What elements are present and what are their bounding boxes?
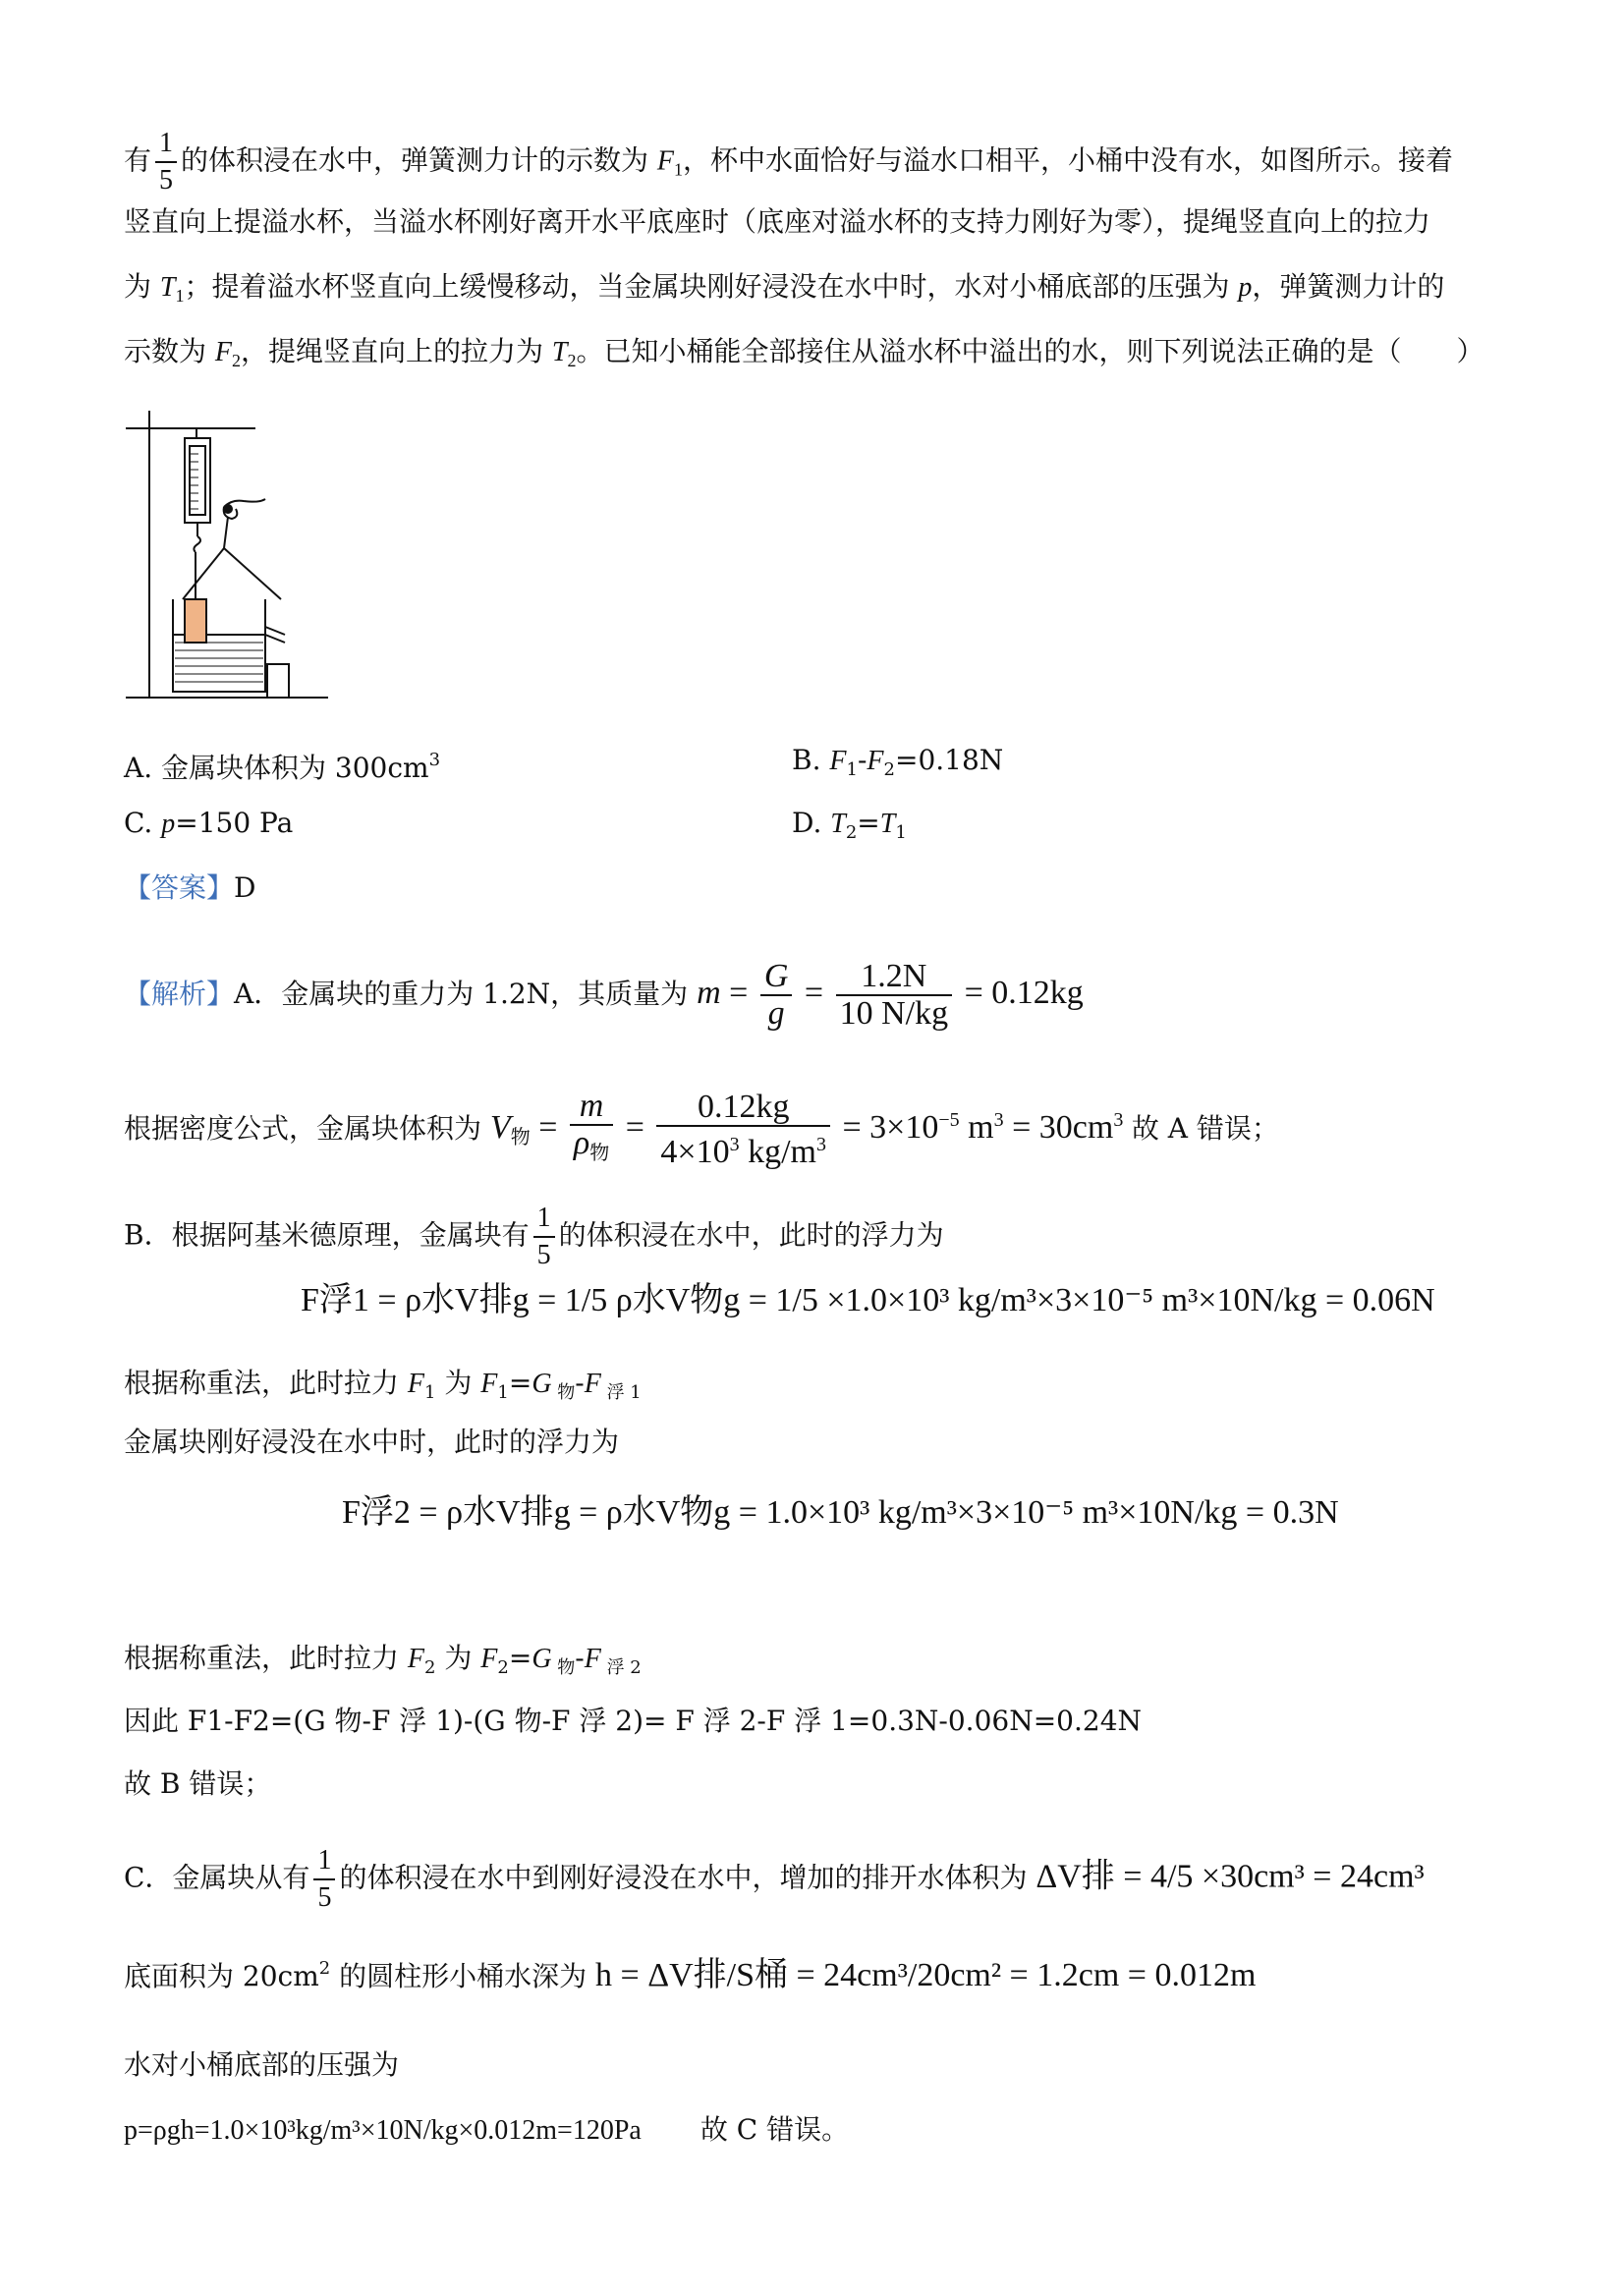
analysis-b-line-2: 根据称重法，此时拉力 $F_1$ 为 $F_1=G$ $_物$-F $_{浮 1}$ — [124, 1367, 642, 1403]
buoyancy-1-equation: F浮1 = ρ水V排g = 1/5 ρ水V物g = 1/5 ×1.0×10³ kg/m³×3×10⁻⁵ m³×10N/kg = 0.06N — [301, 1282, 1435, 1318]
q-text: ，杯中水面恰好与溢水口相平，小桶中没有水，如图所示。接着 — [683, 143, 1454, 177]
analysis-a-line: 【解析】A．金属块的重力为 1.2N，其质量为 m = $\frac{G}{g}$ = $\frac{1.2N}{10 N/kg}$ = 0.12kg — [124, 958, 1084, 1032]
option-c: C. p=150 Pa — [124, 807, 294, 839]
option-a: A. 金属块体积为 $300cm^3$ — [124, 750, 441, 784]
analysis-c-line-3: 水对小桶底部的压强为 — [124, 2048, 400, 2081]
question-line-4: 示数为 $F_2$，提绳竖直向上的拉力为 $T_2$。已知小桶能全部接住从溢水杯中溢出的水，则下列说法正确的是（ ） — [124, 335, 1484, 370]
analysis-b-line-3: 金属块刚好浸没在水中时，此时的浮力为 — [124, 1426, 620, 1458]
metal-block — [185, 599, 206, 643]
spring-scale — [185, 438, 210, 523]
analysis-b-line-5: 因此 F1-F2=(G 物-F 浮 1)-(G 物-F 浮 2)= F 浮 2-F 浮 1=0.3N-0.06N=0.24N — [124, 1705, 1143, 1737]
overflow-cup-apparatus-figure — [122, 403, 338, 705]
analysis-volume-line: 根据密度公式，金属块体积为 $V_物$ = $\frac{m}{\rho_物}$ = $\frac{0.12kg}{4\times 10^3 kg/m^3}$ = $3\times 10^{-5}$ $m^3 = 30cm^3$ 故 A 错误； — [124, 1088, 1279, 1170]
analysis-b-line-4: 根据称重法，此时拉力 $F_2$ 为 $F_2=G$ $_物$-F $_{浮 2}$ — [124, 1642, 642, 1678]
analysis-c-line: C．金属块从有 $\frac{1}{5}$ 的体积浸在水中到刚好浸没在水中，增加的排开水体积为 ΔV排 = 4/5 ×30cm³ = 24cm³ — [124, 1845, 1425, 1913]
option-b: B. $F_1-F_2=0.18N$ — [792, 744, 1004, 780]
analysis-label: 【解析】 — [124, 977, 235, 1010]
depth-equation: h = ΔV排/S桶 = 24cm³/20cm² = 1.2cm = 0.012m — [595, 1957, 1257, 1993]
fraction-one-fifth: $\frac{1}{5}$ — [155, 126, 177, 198]
question-line-3: 为 $T_1$；提着溢水杯竖直向上缓慢移动，当金属块刚好浸没在水中时，水对小桶底部的压强为 p，弹簧测力计的 — [124, 270, 1445, 306]
analysis-b-line: B．根据阿基米德原理，金属块有 $\frac{1}{5}$ 的体积浸在水中，此时的浮力为 — [124, 1203, 944, 1270]
volume-equation: $V_物$ = $\frac{m}{\rho_物}$ = $\frac{0.12kg}{4\times 10^3 kg/m^3}$ = $3\times 10^{-5}$ $m^3 = 30cm^3$ — [489, 1088, 1124, 1170]
question-line-1: 有 $\frac{1}{5}$ 的体积浸在水中，弹簧测力计的示数为 $F_1$，杯中水面恰好与溢水口相平，小桶中没有水，如图所示。接着 — [124, 126, 1453, 198]
answer-line — [124, 868, 255, 908]
answer-value: D — [234, 871, 256, 904]
overflow-spout — [265, 635, 285, 643]
delta-volume-equation: ΔV排 = 4/5 ×30cm³ = 24cm³ — [1035, 1858, 1425, 1895]
analysis-c-line-2: 底面积为 $20cm^2$ 的圆柱形小桶水深为 h = ΔV排/S桶 = 24cm³/20cm² = 1.2cm = 0.012m — [124, 1957, 1257, 1993]
answer-label: 【答案】 — [124, 871, 235, 904]
mass-equation: m = $\frac{G}{g}$ = $\frac{1.2N}{10 N/kg}$ = 0.12kg — [697, 958, 1084, 1032]
q-text: 有 — [124, 143, 152, 177]
question-line-2: 竖直向上提溢水杯，当溢水杯刚好离开水平底座时（底座对溢水杯的支持力刚好为零），提绳竖直向上的拉力 — [124, 205, 1431, 238]
buoyancy-2-equation: F浮2 = ρ水V排g = ρ水V物g = 1.0×10³ kg/m³×3×10⁻⁵ m³×10N/kg = 0.3N — [342, 1494, 1339, 1531]
analysis-b-line-6: 故 B 错误； — [124, 1767, 272, 1800]
small-bucket — [267, 664, 289, 698]
analysis-c-line-4: p=ρgh=1.0×10³kg/m³×10N/kg×0.012m=120Pa 故 C 错误。 — [124, 2113, 850, 2146]
q-text: 的体积浸在水中，弹簧测力计的示数为 — [181, 143, 657, 177]
option-d: D. $T_2=T_1$ — [792, 807, 907, 843]
